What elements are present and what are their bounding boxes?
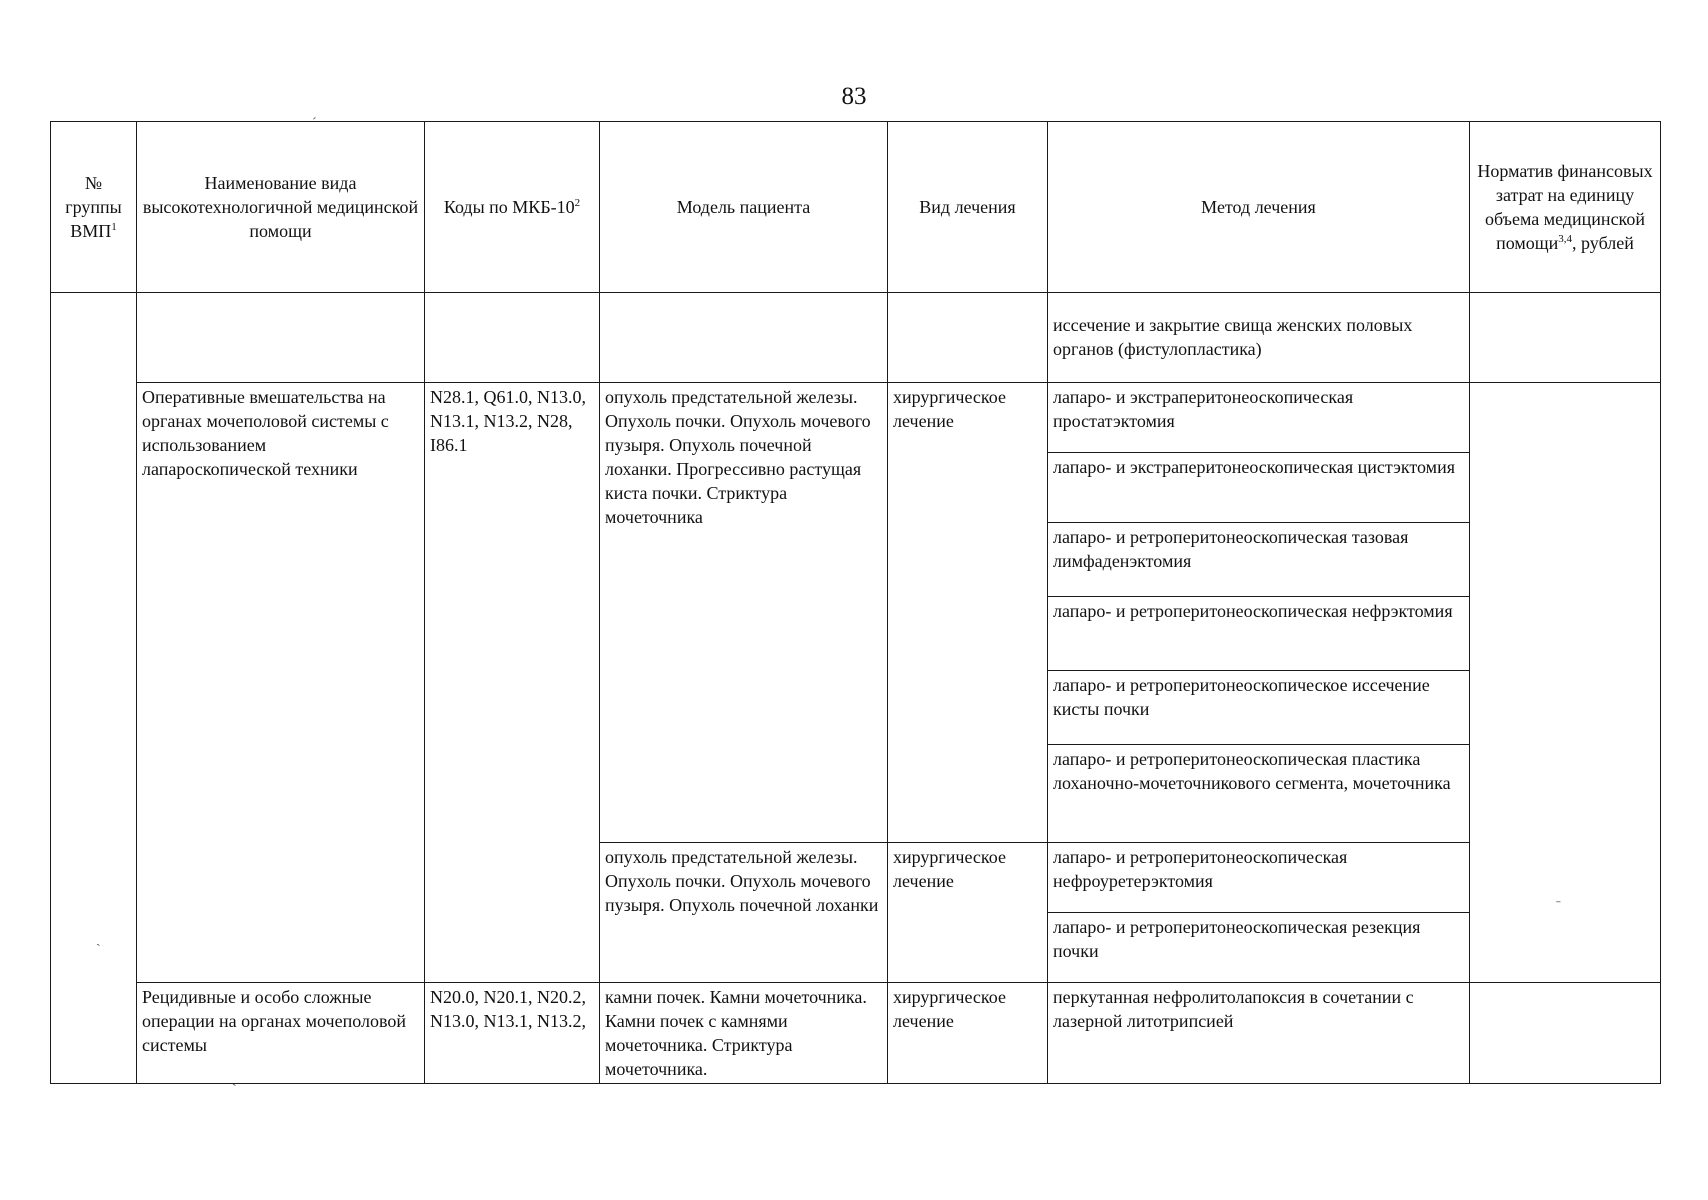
cell-model: опухоль предстательной железы. Опухоль почки. Опухоль мочевого пузыря. Опухоль почечной лоханки. Прогрессивно растущая киста почки. Стриктура мочеточника [600, 383, 888, 843]
header-model: Модель пациента [600, 122, 888, 293]
cell-name [137, 293, 425, 383]
cell-name: Рецидивные и особо сложные операции на органах мочеполовой системы [137, 983, 425, 1084]
cell-method: перкутанная нефролитолапоксия в сочетании с лазерной литотрипсией [1048, 983, 1470, 1084]
cell-group-no [51, 293, 137, 383]
cell-method: лапаро- и экстраперитонеоскопическая цистэктомия [1048, 453, 1470, 523]
page-number: 83 [841, 83, 867, 110]
table-row [51, 383, 1661, 453]
cell-method: лапаро- и ретроперитонеоскопическая нефроуретерэктомия [1048, 843, 1470, 913]
table-row [51, 293, 1661, 383]
header-codes: Коды по МКБ-$10^2$ [425, 122, 600, 293]
cell-model: опухоль предстательной железы. Опухоль почки. Опухоль мочевого пузыря. Опухоль почечной лоханки [600, 843, 888, 983]
cell-norm [1470, 293, 1661, 383]
cell-method: иссечение и закрытие свища женских половых органов (фистулопластика) [1048, 293, 1470, 383]
scan-mark: ˏ [96, 932, 101, 947]
header-treatment-type: Вид лечения [888, 122, 1048, 293]
cell-method: лапаро- и ретроперитонеоскопическая нефрэктомия [1048, 597, 1470, 671]
cell-codes [425, 293, 600, 383]
cell-method: лапаро- и ретроперитонеоскопическая пластика лоханочно-мочеточникового сегмента, мочеточника [1048, 745, 1470, 843]
cell-norm [1470, 983, 1661, 1084]
cell-method: лапаро- и ретроперитонеоскопическая тазовая лимфаденэктомия [1048, 523, 1470, 597]
cell-name: Оперативные вмешательства на органах мочеполовой системы с использованием лапароскопической техники [137, 383, 425, 983]
scan-mark: ˊ [312, 116, 317, 131]
header-norm: Норматив финансовых затрат на единицу объема медицинской помощи$^{3,4}$, рублей [1470, 122, 1661, 293]
cell-codes: N20.0, N20.1, N20.2, N13.0, N13.1, N13.2, [425, 983, 600, 1084]
cell-model: камни почек. Камни мочеточника. Камни почек с камнями мочеточника. Стриктура мочеточника. [600, 983, 888, 1084]
table-header-row [51, 122, 1661, 293]
cell-treatment: хирургическое лечение [888, 983, 1048, 1084]
scan-mark: ˏ [232, 1072, 237, 1087]
cell-treatment: хирургическое лечение [888, 383, 1048, 843]
header-method: Метод лечения [1048, 122, 1470, 293]
table-row [51, 983, 1661, 1084]
cell-method: лапаро- и экстраперитонеоскопическая простатэктомия [1048, 383, 1470, 453]
cell-treatment [888, 293, 1048, 383]
cell-method: лапаро- и ретроперитонеоскопическое иссечение кисты почки [1048, 671, 1470, 745]
scan-mark: ˉ [1556, 899, 1561, 914]
cell-group-no [51, 383, 137, 1084]
header-group-no: № группы ВМП$^1$ [51, 122, 137, 293]
vmp-table [50, 121, 1661, 1084]
cell-method: лапаро- и ретроперитонеоскопическая резекция почки [1048, 913, 1470, 983]
cell-codes: N28.1, Q61.0, N13.0, N13.1, N13.2, N28, I86.1 [425, 383, 600, 983]
cell-treatment: хирургическое лечение [888, 843, 1048, 983]
cell-model [600, 293, 888, 383]
cell-norm [1470, 383, 1661, 983]
header-name: Наименование вида высокотехнологичной медицинской помощи [137, 122, 425, 293]
